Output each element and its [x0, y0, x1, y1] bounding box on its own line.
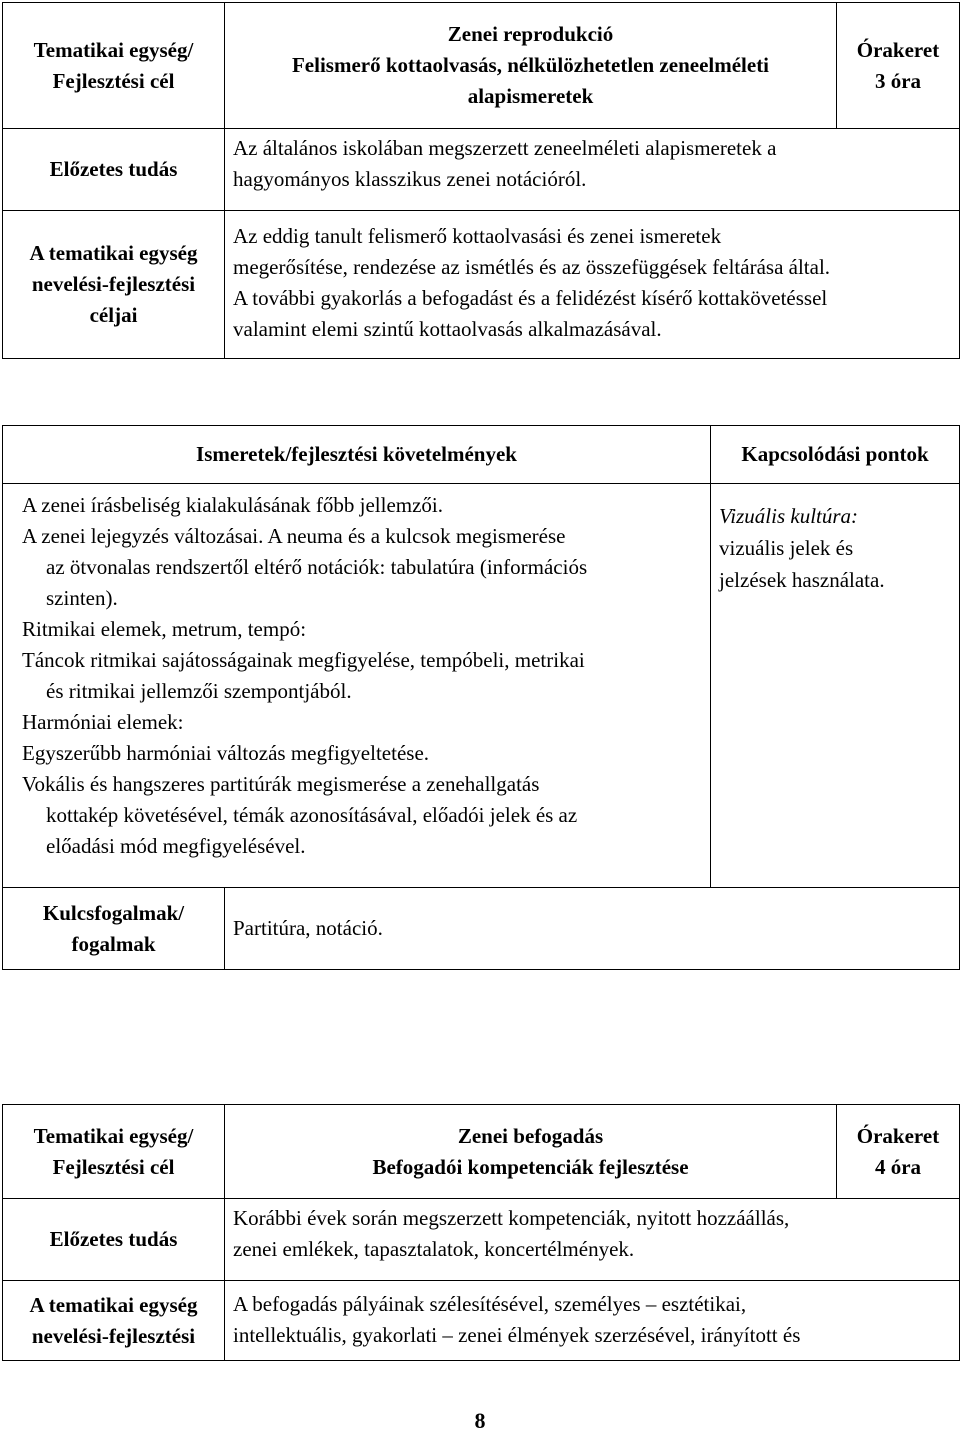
prior-knowledge-label: Előzetes tudás	[3, 1199, 225, 1281]
keywords-label-line: Kulcsfogalmak/	[42, 900, 185, 925]
requirements-table	[2, 425, 960, 970]
requirements-header: Ismeretek/fejlesztési követelmények	[3, 426, 711, 484]
keywords-label-line: fogalmak	[71, 931, 156, 956]
req-line: A zenei írásbeliség kialakulásának főbb jellemzői.	[22, 493, 444, 517]
hours-cell	[837, 3, 960, 129]
text-line: Az általános iskolában megszerzett zeneelméleti alapismeretek a	[233, 136, 777, 160]
unit-label-line: Tematikai egység/	[33, 1123, 194, 1148]
text-line: valamint elemi szintű kottaolvasás alkalmazásával.	[233, 317, 662, 341]
goals-label	[3, 1281, 225, 1361]
unit-label-line: Tematikai egység/	[33, 37, 194, 62]
text-line: Az eddig tanult felismerő kottaolvasási és zenei ismeretek	[233, 224, 722, 248]
hours-label: Órakeret	[856, 1123, 940, 1148]
text-line: intellektuális, gyakorlati – zenei élmények szerzésével, irányított és	[233, 1323, 801, 1347]
text-line: hagyományos klasszikus zenei notációról.	[233, 167, 587, 191]
req-line: Egyszerűbb harmóniai változás megfigyeltetése.	[22, 741, 430, 765]
prior-knowledge-text	[225, 1199, 960, 1281]
goals-label-line: nevelési-fejlesztési	[31, 1323, 196, 1348]
unit-label-cell	[3, 3, 225, 129]
unit-title-cell	[225, 1105, 837, 1199]
text-line: Korábbi évek során megszerzett kompetenciák, nyitott hozzáállás,	[233, 1206, 790, 1230]
links-line: vizuális jelek és	[719, 536, 854, 560]
goals-label-line: céljai	[89, 303, 138, 327]
links-line: jelzések használata.	[719, 568, 885, 592]
page-number: 8	[474, 1408, 486, 1433]
req-line: Ritmikai elemek, metrum, tempó:	[22, 617, 307, 641]
req-line: előadási mód megfigyelésével.	[46, 834, 306, 858]
goals-text	[225, 211, 960, 359]
prior-knowledge-text	[225, 129, 960, 211]
keywords-text: Partitúra, notáció.	[225, 888, 960, 970]
hours-label: Órakeret	[856, 37, 940, 62]
text-line: A befogadás pályáinak szélesítésével, személyes – esztétikai,	[233, 1292, 747, 1316]
goals-text	[225, 1281, 960, 1361]
req-line: Harmóniai elemek:	[22, 710, 184, 734]
goals-label-line: A tematikai egység	[29, 1292, 198, 1317]
unit-title-line: Zenei befogadás	[457, 1123, 604, 1148]
unit-table-reception	[2, 1104, 960, 1361]
unit-title-line: Befogadói kompetenciák fejlesztése	[372, 1154, 689, 1179]
hours-value: 4 óra	[874, 1154, 922, 1179]
keywords-label	[3, 888, 225, 970]
req-line: és ritmikai jellemzői szempontjából.	[46, 679, 352, 703]
text-line: zenei emlékek, tapasztalatok, koncertélmények.	[233, 1237, 635, 1261]
unit-title-line: Felismerő kottaolvasás, nélkülözhetetlen zeneelméleti	[291, 53, 770, 77]
links-title: Vizuális kultúra:	[719, 504, 859, 528]
text-line: megerősítése, rendezése az ismétlés és az összefüggések feltárása által.	[233, 255, 831, 279]
req-line: kottakép követésével, témák azonosításával, előadói jelek és az	[46, 803, 578, 827]
req-line: az ötvonalas rendszertől eltérő notációk: tabulatúra (információs	[46, 555, 588, 579]
requirements-body	[3, 484, 711, 888]
unit-label-line: Fejlesztési cél	[52, 1154, 175, 1179]
hours-value: 3 óra	[874, 68, 922, 93]
text-line: A további gyakorlás a befogadást és a felidézést kísérő kottakövetéssel	[233, 286, 828, 310]
unit-label-line: Fejlesztési cél	[52, 68, 175, 93]
unit-title-cell	[225, 3, 837, 129]
goals-label-line: A tematikai egység	[29, 241, 198, 265]
hours-cell	[837, 1105, 960, 1199]
req-line: A zenei lejegyzés változásai. A neuma és a kulcsok megismerése	[22, 524, 566, 548]
req-line: Vokális és hangszeres partitúrák megismerése a zenehallgatás	[22, 772, 540, 796]
links-header: Kapcsolódási pontok	[711, 426, 960, 484]
goals-label-line: nevelési-fejlesztési	[31, 272, 196, 296]
unit-table-reproduction	[2, 2, 960, 359]
req-line: Táncok ritmikai sajátosságainak megfigyelése, tempóbeli, metrikai	[22, 648, 585, 672]
unit-title-line: Zenei reprodukció	[447, 22, 614, 46]
unit-label-cell	[3, 1105, 225, 1199]
unit-title-line: alapismeretek	[467, 84, 594, 108]
prior-knowledge-label: Előzetes tudás	[3, 129, 225, 211]
goals-label	[3, 211, 225, 359]
links-body	[711, 484, 960, 888]
req-line: szinten).	[46, 586, 118, 610]
